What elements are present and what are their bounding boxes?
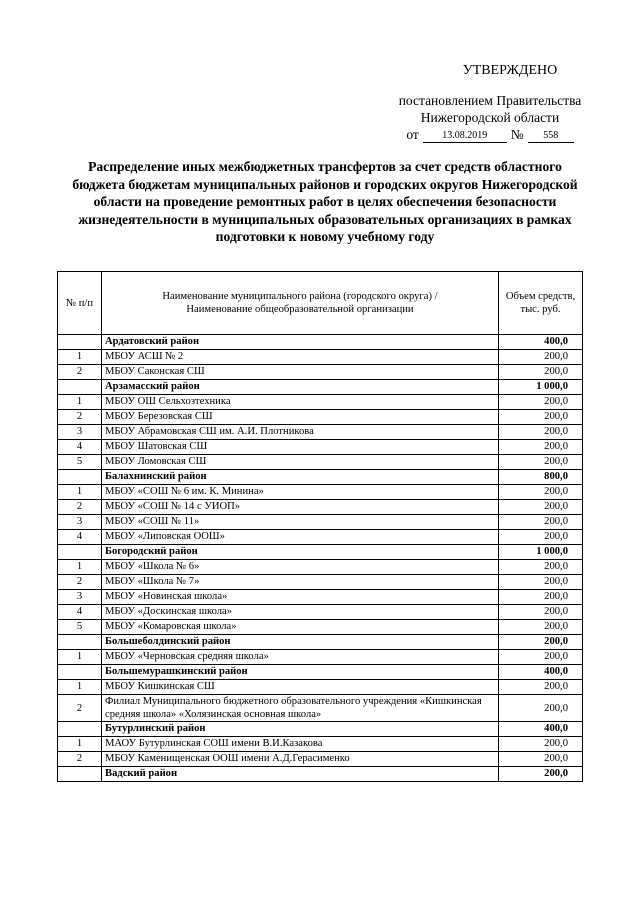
table-header-row xyxy=(58,272,583,335)
table-row xyxy=(58,365,583,380)
table-row xyxy=(58,695,583,722)
number-label: № xyxy=(510,127,524,142)
row-name: МБОУ «Липовская ООШ» xyxy=(102,530,499,545)
row-name: МБОУ Каменищенская ООШ имени А.Д.Герасименко xyxy=(102,752,499,767)
row-number xyxy=(58,380,102,395)
row-name: МБОУ «Черновская средняя школа» xyxy=(102,650,499,665)
row-number: 1 xyxy=(58,395,102,410)
row-amount: 200,0 xyxy=(499,635,583,650)
approval-number: 558 xyxy=(528,130,574,143)
approval-title: УТВЕРЖДЕНО xyxy=(462,63,558,78)
row-name: Бутурлинский район xyxy=(102,722,499,737)
table-row xyxy=(58,485,583,500)
row-name: Богородский район xyxy=(102,545,499,560)
table-row xyxy=(58,395,583,410)
row-amount: 400,0 xyxy=(499,722,583,737)
row-amount: 200,0 xyxy=(499,695,583,722)
row-name: МАОУ Бутурлинская СОШ имени В.И.Казакова xyxy=(102,737,499,752)
row-name: МБОУ «Школа № 7» xyxy=(102,575,499,590)
row-name: Филиал Муниципального бюджетного образовательного учреждения «Кишкинская средняя школа» «Холязинская основная школа» xyxy=(102,695,499,722)
table-row xyxy=(58,515,583,530)
row-name: МБОУ Березовская СШ xyxy=(102,410,499,425)
district-row xyxy=(58,767,583,782)
row-number: 5 xyxy=(58,455,102,470)
row-amount: 400,0 xyxy=(499,335,583,350)
table-row xyxy=(58,425,583,440)
row-amount: 200,0 xyxy=(499,410,583,425)
row-name: МБОУ Абрамовская СШ им. А.И. Плотникова xyxy=(102,425,499,440)
row-amount: 800,0 xyxy=(499,470,583,485)
table-row xyxy=(58,350,583,365)
row-number xyxy=(58,635,102,650)
row-name: МБОУ Шатовская СШ xyxy=(102,440,499,455)
row-number: 3 xyxy=(58,425,102,440)
date-prefix: от xyxy=(406,127,419,142)
row-amount: 200,0 xyxy=(499,365,583,380)
row-amount: 1 000,0 xyxy=(499,545,583,560)
row-amount: 200,0 xyxy=(499,440,583,455)
district-row xyxy=(58,335,583,350)
district-row xyxy=(58,380,583,395)
document-title: Распределение иных межбюджетных трансфертов за счет средств областного бюджета бюджетам муниципальных районов и городских округов Нижегородской области на проведение ремонтных работ в целях обеспечения безопасности жизнедеятельности в муниципальных образовательных организациях в рамках подготовки к новому учебному году xyxy=(72,159,578,244)
row-number: 4 xyxy=(58,605,102,620)
row-amount: 200,0 xyxy=(499,455,583,470)
header-amount-line-1: Объем средств, xyxy=(505,291,576,302)
allocation-table xyxy=(57,271,583,782)
row-name: МБОУ Саконская СШ xyxy=(102,365,499,380)
table-row xyxy=(58,560,583,575)
table-body xyxy=(58,335,583,782)
approval-stamp xyxy=(380,62,600,143)
row-amount: 200,0 xyxy=(499,650,583,665)
row-name: Большемурашкинский район xyxy=(102,665,499,680)
row-number: 2 xyxy=(58,365,102,380)
row-number xyxy=(58,335,102,350)
table-row xyxy=(58,410,583,425)
header-num: № п/п xyxy=(58,272,102,335)
row-amount: 200,0 xyxy=(499,737,583,752)
district-row xyxy=(58,722,583,737)
table-row xyxy=(58,455,583,470)
row-number xyxy=(58,665,102,680)
row-name: МБОУ Ломовская СШ xyxy=(102,455,499,470)
row-amount: 200,0 xyxy=(499,605,583,620)
header-amount-line-2: тыс. руб. xyxy=(520,304,561,315)
row-number: 4 xyxy=(58,530,102,545)
district-row xyxy=(58,470,583,485)
row-amount: 200,0 xyxy=(499,485,583,500)
row-number: 4 xyxy=(58,440,102,455)
approval-line-2: Нижегородской области xyxy=(420,110,560,125)
district-row xyxy=(58,545,583,560)
row-amount: 1 000,0 xyxy=(499,380,583,395)
row-number: 5 xyxy=(58,620,102,635)
table-row xyxy=(58,575,583,590)
table-row xyxy=(58,680,583,695)
table-row xyxy=(58,500,583,515)
row-amount: 200,0 xyxy=(499,767,583,782)
table-row xyxy=(58,620,583,635)
row-name: Большеболдинский район xyxy=(102,635,499,650)
row-number: 2 xyxy=(58,752,102,767)
row-amount: 200,0 xyxy=(499,575,583,590)
row-amount: 200,0 xyxy=(499,680,583,695)
row-number: 2 xyxy=(58,500,102,515)
row-amount: 200,0 xyxy=(499,530,583,545)
row-name: МБОУ «Новинская школа» xyxy=(102,590,499,605)
row-number: 1 xyxy=(58,485,102,500)
row-amount: 200,0 xyxy=(499,425,583,440)
row-amount: 200,0 xyxy=(499,395,583,410)
table-row xyxy=(58,605,583,620)
row-number xyxy=(58,722,102,737)
approval-date-row xyxy=(380,126,600,143)
approval-date: 13.08.2019 xyxy=(423,130,507,143)
row-number: 1 xyxy=(58,650,102,665)
row-name: МБОУ «СОШ № 11» xyxy=(102,515,499,530)
row-number xyxy=(58,470,102,485)
row-name: МБОУ Кишкинская СШ xyxy=(102,680,499,695)
approval-line-1: постановлением Правительства xyxy=(398,93,582,108)
row-amount: 200,0 xyxy=(499,752,583,767)
row-number: 1 xyxy=(58,737,102,752)
row-name: Арзамасский район xyxy=(102,380,499,395)
row-number: 1 xyxy=(58,680,102,695)
row-name: МБОУ «Школа № 6» xyxy=(102,560,499,575)
table-row xyxy=(58,590,583,605)
table-row xyxy=(58,752,583,767)
row-number: 2 xyxy=(58,695,102,722)
row-number xyxy=(58,545,102,560)
row-number: 3 xyxy=(58,515,102,530)
district-row xyxy=(58,665,583,680)
header-amount xyxy=(499,272,583,335)
row-name: МБОУ «СОШ № 6 им. К. Минина» xyxy=(102,485,499,500)
table-row xyxy=(58,440,583,455)
row-amount: 200,0 xyxy=(499,560,583,575)
row-name: Вадский район xyxy=(102,767,499,782)
row-amount: 200,0 xyxy=(499,500,583,515)
row-number: 3 xyxy=(58,590,102,605)
row-amount: 200,0 xyxy=(499,515,583,530)
row-amount: 400,0 xyxy=(499,665,583,680)
row-name: МБОУ ОШ Сельхозтехника xyxy=(102,395,499,410)
row-amount: 200,0 xyxy=(499,620,583,635)
header-name xyxy=(102,272,499,335)
row-name: Балахнинский район xyxy=(102,470,499,485)
header-name-line-2: Наименование общеобразовательной организации xyxy=(186,304,414,315)
row-amount: 200,0 xyxy=(499,350,583,365)
row-name: МБОУ АСШ № 2 xyxy=(102,350,499,365)
row-name: Ардатовский район xyxy=(102,335,499,350)
district-row xyxy=(58,635,583,650)
table-row xyxy=(58,650,583,665)
row-number: 1 xyxy=(58,560,102,575)
row-amount: 200,0 xyxy=(499,590,583,605)
row-number: 2 xyxy=(58,410,102,425)
row-name: МБОУ «Доскинская школа» xyxy=(102,605,499,620)
row-number: 1 xyxy=(58,350,102,365)
table-row xyxy=(58,737,583,752)
row-name: МБОУ «Комаровская школа» xyxy=(102,620,499,635)
row-number: 2 xyxy=(58,575,102,590)
row-name: МБОУ «СОШ № 14 с УИОП» xyxy=(102,500,499,515)
table-row xyxy=(58,530,583,545)
header-name-line-1: Наименование муниципального района (городского округа) / xyxy=(162,291,438,302)
row-number xyxy=(58,767,102,782)
